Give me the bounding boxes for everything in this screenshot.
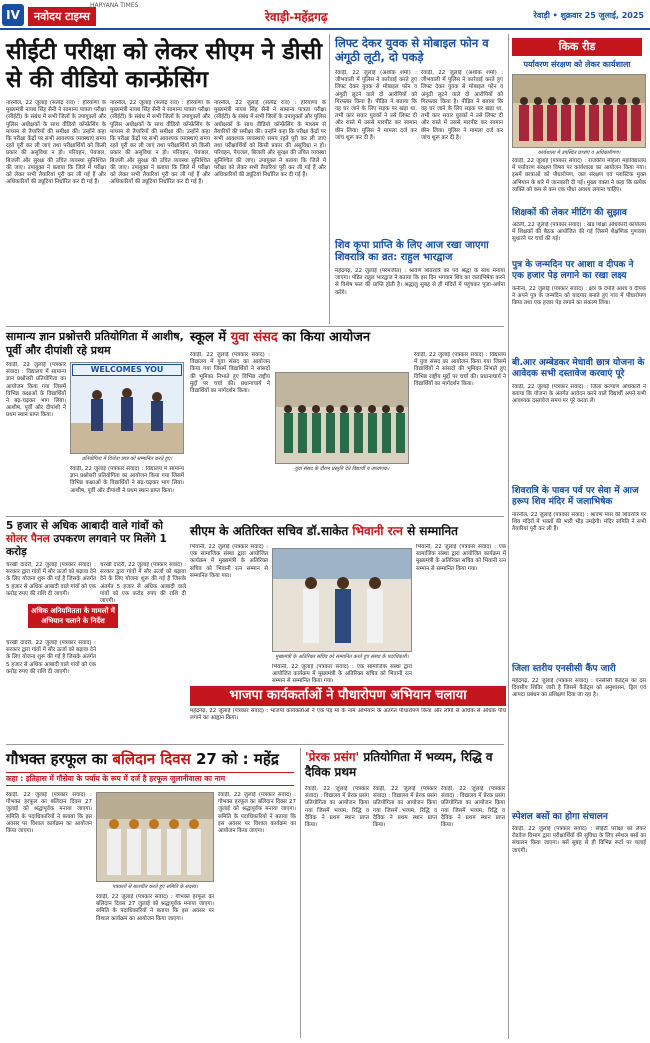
gaurav-photo-image bbox=[97, 793, 214, 882]
masthead bbox=[0, 0, 650, 30]
father-body: कनीना, 22 जुलाई (पत्रकार संवाद) : क्षेत्र के दंपति आशा व दीपक ने अपने पुत्र के जन्मदिन को यादगार बनाते हुए गांव में पौधारोपण किया तथा एक हजार पेड़ लगाने का संकल्प लिया। bbox=[512, 286, 646, 307]
solar-alert-box: अधिक अनियमितता के मामलों में अभियान चलाने के निर्देश bbox=[28, 604, 118, 628]
bus-headline: स्पेशल बसों का होगा संचालन bbox=[512, 812, 608, 822]
lead-body-col1: नारनौल, 22 जुलाई (सत्येंद्र राव) : हरियाणा के मुख्यमंत्री नायब सिंह सैनी ने सामान्य पात्रता परीक्षा (सीईटी) के संबंध में सभी जिलों के उपायुक्तों और पुलिस अधीक्षकों के साथ वीडियो कॉन्फ्रेंसिंग के माध्यम से तैयारियों की समीक्षा की। उन्होंने कहा कि परीक्षा केंद्रों पर सभी आवश्यक व्यवस्थाएं समय रहते पूरी कर ली जाएं तथा परीक्षार्थियों को किसी प्रकार की असुविधा न हो। परिवहन, पेयजल, बिजली और सुरक्षा की उचित व्यवस्था सुनिश्चित की जाए। उपायुक्त ने बताया कि जिले में परीक्षा को लेकर सभी तैयारियां पूरी कर ली गई हैं और अधिकारियों की ड्यूटियां निर्धारित कर दी गई हैं। bbox=[6, 100, 106, 186]
ncc-body: महेंद्रगढ़, 22 जुलाई (पत्रकार संवाद) : एनसीसी कैडेट्स का दस दिवसीय शिविर जारी है जिसमें कैडेट्स को अनुशासन, ड्रिल एवं आपदा प्रबंधन का प्रशिक्षण दिया जा रहा है। bbox=[512, 678, 646, 699]
column-divider bbox=[329, 34, 330, 324]
prerak-body-col1: रेवाड़ी, 22 जुलाई (पत्रकार संवाद) : विद्यालय में प्रेरक प्रसंग प्रतियोगिता का आयोजन किया गया जिसमें भव्यम, रिद्धि व दैविक ने प्रथम स्थान प्राप्त किया। bbox=[305, 786, 369, 829]
quiz-body-col2: रेवाड़ी, 22 जुलाई (पत्रकार संवाद) : विद्यालय में सामान्य ज्ञान प्रश्नोत्तरी प्रतियोगिता का आयोजन किया गया जिसमें विभिन्न कक्षाओं के विद्यार्थियों ने बढ़-चढ़कर भाग लिया। आशीष, पूर्वी और दीपांशी ने प्रथम स्थान प्राप्त किया। bbox=[70, 466, 184, 494]
gaurav-caption: पत्रकारों से बातचीत करते हुए समिति के सदस्य। bbox=[112, 884, 198, 890]
prerak-headline: 'प्रेरक प्रसंग' प्रतियोगिता में भव्यम, रिद्धि व दैविक प्रथम bbox=[305, 750, 493, 779]
ncc-headline: जिला स्तरीय एनसीसी कैंप जारी bbox=[512, 664, 616, 674]
quiz-headline: सामान्य ज्ञान प्रश्नोत्तरी प्रतियोगिता में आशीष, पूर्वी और दीपांशी रहे प्रथम bbox=[6, 330, 184, 357]
teachers-body: अटेली, 22 जुलाई (पत्रकार संवाद) : खंड शिक्षा अधिकारी कार्यालय में शिक्षकों की बैठक आयोजित की गई जिसमें शैक्षणिक गुणवत्ता सुधारने पर चर्चा की गई। bbox=[512, 222, 646, 243]
bjp-headline-bar: भाजपा कार्यकर्ताओं ने पौधारोपण अभियान चलाया bbox=[190, 686, 506, 706]
solar-body-col3: चरखी दादरी, 22 जुलाई (पत्रकार संवाद) : सरकार द्वारा गांवों में सौर ऊर्जा को बढ़ावा देने के लिए योजना शुरू की गई है जिसके अंतर्गत 5 हजार से अधिक आबादी वाले गांवों को एक करोड़ रुपए की राशि दी जाएगी। bbox=[100, 562, 186, 605]
kick-reed-label: किक रीड bbox=[512, 38, 642, 56]
row-divider bbox=[6, 516, 504, 517]
parliament-caption: युवा संसद के दौरान प्रस्तुति देते विद्यार्थी व अध्यापक। bbox=[294, 466, 390, 472]
ravi-headline: सीएम के अतिरिक्त सचिव डॉ.साकेत भिवानी रत्न से सम्मानित bbox=[190, 524, 459, 538]
ravi-body-col1: भिवानी, 22 जुलाई (पत्रकार संवाद) : एक सामाजिक संस्था द्वारा आयोजित कार्यक्रम में मुख्यमंत्री के अतिरिक्त सचिव को भिवानी रत्न सम्मान से सम्मानित किया गया। bbox=[190, 544, 268, 579]
ravi-caption: मुख्यमंत्री के अतिरिक्त सचिव को सम्मानित करते हुए संस्था के पदाधिकारी। bbox=[275, 654, 409, 660]
parliament-headline: स्कूल में युवा संसद का किया आयोजन bbox=[190, 330, 371, 345]
gaurav-body-col2: रेवाड़ी, 22 जुलाई (पत्रकार संवाद) : गौभक्त हरफूल का बलिदान दिवस 27 जुलाई को श्रद्धापूर्वक मनाया जाएगा। समिति के पदाधिकारियों ने बताया कि इस अवसर पर विशाल कार्यक्रम का आयोजन किया जाएगा। bbox=[96, 894, 214, 922]
solar-body-col2: चरखी दादरी, 22 जुलाई (पत्रकार संवाद) : सरकार द्वारा गांवों में सौर ऊर्जा को बढ़ावा देने के लिए योजना शुरू की गई है जिसके अंतर्गत 5 हजार से अधिक आबादी वाले गांवों को एक करोड़ रुपए की राशि दी जाएगी। bbox=[6, 640, 96, 675]
shiv-body: महेंद्रगढ़, 22 जुलाई (परमजीत) : श्रावण शिवरात्रि का पर्व श्रद्धा के साथ मनाया जाएगा। पंडित राहुल भारद्वाज ने बताया कि इस दिन भगवान शिव का जलाभिषेक करने से विशेष फल की प्राप्ति होती है। श्रद्धालु सुबह से ही मंदिरों में पहुंचकर पूजा-अर्चना करेंगे। bbox=[335, 268, 505, 296]
group-photo-image bbox=[513, 75, 646, 148]
column-divider bbox=[300, 748, 301, 1038]
ravi-photo bbox=[272, 548, 412, 652]
column-divider bbox=[508, 34, 509, 1039]
ravi-body-col3: भिवानी, 22 जुलाई (पत्रकार संवाद) : एक सामाजिक संस्था द्वारा आयोजित कार्यक्रम में मुख्यमंत्री के अतिरिक्त सचिव को भिवानी रत्न सम्मान से सम्मानित किया गया। bbox=[272, 664, 412, 684]
parliament-photo-image bbox=[276, 373, 409, 464]
ravi-photo-image bbox=[273, 549, 412, 652]
prerak-body-col2: रेवाड़ी, 22 जुलाई (पत्रकार संवाद) : विद्यालय में प्रेरक प्रसंग प्रतियोगिता का आयोजन किया गया जिसमें भव्यम, रिद्धि व दैविक ने प्रथम स्थान प्राप्त किया। bbox=[373, 786, 437, 829]
lift-body-col2: रेवाड़ी, 22 जुलाई (अशोक शर्मा) : जीभवाली में पुलिस ने कार्रवाई करते हुए लिफ्ट देकर युवक से मोबाइल फोन व अंगूठी लूटने वाले दो आरोपियों को गिरफ्तार किया है। पीड़ित ने बताया कि वह घर जाने के लिए सड़क पर खड़ा था, तभी कार सवार युवकों ने उसे लिफ्ट दी और रास्ते में उससे मारपीट कर सामान छीन लिया। पुलिस ने मामला दर्ज कर जांच शुरू कर दी है। bbox=[421, 70, 503, 141]
welcome-banner: WELCOMES YOU bbox=[72, 364, 182, 376]
lift-headline: लिफ्ट देकर युवक से मोबाइल फोन व अंगूठी लूटी, दो पकड़े bbox=[335, 36, 489, 64]
quiz-photo-image bbox=[71, 363, 184, 454]
gaurav-photo bbox=[96, 792, 214, 882]
parliament-body-col2: रेवाड़ी, 22 जुलाई (पत्रकार संवाद) : विद्यालय में युवा संसद का आयोजन किया गया जिसमें विद्यार्थियों ने सांसदों की भूमिका निभाते हुए विभिन्न राष्ट्रीय मुद्दों पर चर्चा की। प्रधानाचार्य ने विद्यार्थियों का मार्गदर्शन किया। bbox=[414, 352, 506, 387]
parliament-body-col1: रेवाड़ी, 22 जुलाई (पत्रकार संवाद) : विद्यालय में युवा संसद का आयोजन किया गया जिसमें विद्यार्थियों ने सांसदों की भूमिका निभाते हुए विभिन्न राष्ट्रीय मुद्दों पर चर्चा की। प्रधानाचार्य ने विद्यार्थियों का मार्गदर्शन किया। bbox=[190, 352, 270, 395]
scheme-headline: बी.आर अम्बेडकर मेधावी छात्र योजना के आवेदक सभी दस्तावेज करवाएं पूरे bbox=[512, 358, 645, 379]
shiv-headline: शिव कृपा प्राप्ति के लिए आज रखा जाएगा शिवरात्रि का व्रत: राहुल भारद्वाज bbox=[335, 240, 489, 263]
lift-body-col1: रेवाड़ी, 22 जुलाई (अशोक शर्मा) : जीभवाली में पुलिस ने कार्रवाई करते हुए लिफ्ट देकर युवक से मोबाइल फोन व अंगूठी लूटने वाले दो आरोपियों को गिरफ्तार किया है। पीड़ित ने बताया कि वह घर जाने के लिए सड़क पर खड़ा था, तभी कार सवार युवकों ने उसे लिफ्ट दी और रास्ते में उससे मारपीट कर सामान छीन लिया। पुलिस ने मामला दर्ज कर जांच शुरू कर दी है। bbox=[335, 70, 417, 141]
page-number: IV bbox=[2, 4, 24, 26]
quiz-body-col1: रेवाड़ी, 22 जुलाई (पत्रकार संवाद) : विद्यालय में सामान्य ज्ञान प्रश्नोत्तरी प्रतियोगिता का आयोजन किया गया जिसमें विभिन्न कक्षाओं के विद्यार्थियों ने बढ़-चढ़कर भाग लिया। आशीष, पूर्वी और दीपांशी ने प्रथम स्थान प्राप्त किया। bbox=[6, 362, 66, 419]
gaurav-strap: कहा : इतिहास में गौसेवा के पर्याय के रूप में दर्ज है हरफूल जुलानीवाला का नाम bbox=[6, 772, 294, 786]
father-headline: पुत्र के जन्मदिन पर आशा व दीपक ने एक हजार पेड़ लगाने का रखा लक्ष्य bbox=[512, 260, 634, 281]
gaurav-headline: गौभक्त हरफूल का बलिदान दिवस 27 को : महेंद्र bbox=[6, 750, 279, 768]
ravi-body-col2: भिवानी, 22 जुलाई (पत्रकार संवाद) : एक सामाजिक संस्था द्वारा आयोजित कार्यक्रम में मुख्यमंत्री के अतिरिक्त सचिव को भिवानी रत्न सम्मान से सम्मानित किया गया। bbox=[416, 544, 506, 572]
solar-body-col1: चरखी दादरी, 22 जुलाई (पत्रकार संवाद) : सरकार द्वारा गांवों में सौर ऊर्जा को बढ़ावा देने के लिए योजना शुरू की गई है जिसके अंतर्गत 5 हजार से अधिक आबादी वाले गांवों को एक करोड़ रुपए की राशि दी जाएगी। bbox=[6, 562, 96, 597]
quiz-caption: प्रतियोगिता में विजेता छात्र को सम्मानित करते हुए। bbox=[81, 456, 173, 462]
lead-body-col2: नारनौल, 22 जुलाई (सत्येंद्र राव) : हरियाणा के मुख्यमंत्री नायब सिंह सैनी ने सामान्य पात्रता परीक्षा (सीईटी) के संबंध में सभी जिलों के उपायुक्तों और पुलिस अधीक्षकों के साथ वीडियो कॉन्फ्रेंसिंग के माध्यम से तैयारियों की समीक्षा की। उन्होंने कहा कि परीक्षा केंद्रों पर सभी आवश्यक व्यवस्थाएं समय रहते पूरी कर ली जाएं तथा परीक्षार्थियों को किसी प्रकार की असुविधा न हो। परिवहन, पेयजल, बिजली और सुरक्षा की उचित व्यवस्था सुनिश्चित की जाए। उपायुक्त ने बताया कि जिले में परीक्षा को लेकर सभी तैयारियां पूरी कर ली गई हैं और अधिकारियों की ड्यूटियां निर्धारित कर दी गई हैं। bbox=[110, 100, 210, 186]
lead-headline: सीईटी परीक्षा को लेकर सीएम ने डीसी से की वीडियो कान्फ्रेंसिंग bbox=[6, 39, 323, 93]
bjp-body: महेंद्रगढ़, 22 जुलाई (पत्रकार संवाद) : भाजपा कार्यकर्ताओं ने एक पेड़ मां के नाम अभियान के अंतर्गत पौधारोपण किया और लोगों से अधिक से अधिक पौधे लगाने का आह्वान किया। bbox=[190, 708, 506, 722]
prerak-body-col3: रेवाड़ी, 22 जुलाई (पत्रकार संवाद) : विद्यालय में प्रेरक प्रसंग प्रतियोगिता का आयोजन किया गया जिसमें भव्यम, रिद्धि व दैविक ने प्रथम स्थान प्राप्त किया। bbox=[441, 786, 505, 829]
shivratri-body: नारनौल, 22 जुलाई (पत्रकार संवाद) : श्रावण मास की शिवरात्रि पर शिव मंदिरों में भक्तों की भारी भीड़ उमड़ेगी। मंदिर समिति ने सभी तैयारियां पूरी कर ली हैं। bbox=[512, 512, 646, 533]
solar-headline: 5 हजार से अधिक आबादी वाले गांवों को सोलर पैनल उपकरण लगवाने पर मिलेंगे 1 करोड़ bbox=[6, 520, 167, 558]
kick-reed-caption: कार्यशाला में उपस्थित छात्राएं व अधिकारीगण। bbox=[537, 150, 621, 156]
row-divider bbox=[6, 744, 504, 745]
section-title: रेवाड़ी-महेंद्रगढ़ bbox=[265, 10, 328, 24]
kick-reed-photo bbox=[512, 74, 646, 148]
shivratri-headline: शिवरात्रि के पावन पर्व पर सेवा में आज हरूप शिव मंदिर में जलाभिषेक bbox=[512, 486, 639, 507]
gaurav-body-col3: रेवाड़ी, 22 जुलाई (पत्रकार संवाद) : गौभक्त हरफूल का बलिदान दिवस 27 जुलाई को श्रद्धापूर्वक मनाया जाएगा। समिति के पदाधिकारियों ने बताया कि इस अवसर पर विशाल कार्यक्रम का आयोजन किया जाएगा। bbox=[218, 792, 296, 835]
lead-body-col3: नारनौल, 22 जुलाई (सत्येंद्र राव) : हरियाणा के मुख्यमंत्री नायब सिंह सैनी ने सामान्य पात्रता परीक्षा (सीईटी) के संबंध में सभी जिलों के उपायुक्तों और पुलिस अधीक्षकों के साथ वीडियो कॉन्फ्रेंसिंग के माध्यम से तैयारियों की समीक्षा की। उन्होंने कहा कि परीक्षा केंद्रों पर सभी आवश्यक व्यवस्थाएं समय रहते पूरी कर ली जाएं तथा परीक्षार्थियों को किसी प्रकार की असुविधा न हो। परिवहन, पेयजल, बिजली और सुरक्षा की उचित व्यवस्था सुनिश्चित की जाए। उपायुक्त ने बताया कि जिले में परीक्षा को लेकर सभी तैयारियां पूरी कर ली गई हैं और अधिकारियों की ड्यूटियां निर्धारित कर दी गई हैं। bbox=[214, 100, 326, 179]
brand-sub: HARYANA TIMES bbox=[90, 2, 139, 9]
scheme-body: रेवाड़ी, 22 जुलाई (पत्रकार संवाद) : जिला कल्याण अधिकारी ने बताया कि योजना के अंतर्गत आवेदन करने वाले विद्यार्थी अपने सभी आवश्यक दस्तावेज समय पर पूरे करवा लें। bbox=[512, 384, 646, 405]
teachers-headline: शिक्षकों की लेकर मीटिंग की सुझाव bbox=[512, 208, 627, 218]
parliament-photo bbox=[275, 372, 409, 464]
kick-reed-headline: पर्यावरण संरक्षण को लेकर कार्यशाला bbox=[523, 60, 631, 69]
bus-body: रेवाड़ी, 22 जुलाई (पत्रकार संवाद) : सीईटी परीक्षा को लेकर रोडवेज विभाग द्वारा परीक्षार्थियों की सुविधा के लिए स्पेशल बसों का संचालन किया जाएगा। बसें सुबह से ही विभिन्न रूटों पर चलाई जाएंगी। bbox=[512, 826, 646, 854]
brand-logo: नवोदय टाइम्स bbox=[28, 7, 96, 26]
kick-reed-body: रेवाड़ी, 22 जुलाई (पत्रकार संवाद) : राजकीय महिला महाविद्यालय में पर्यावरण संरक्षण विषय पर कार्यशाला का आयोजन किया गया। इसमें छात्राओं को पौधारोपण, जल संरक्षण एवं प्लास्टिक मुक्त अभियान के बारे में जानकारी दी गई। मुख्य वक्ता ने कहा कि प्रत्येक व्यक्ति को कम से कम एक पौधा अवश्य लगाना चाहिए। bbox=[512, 158, 646, 193]
row-divider bbox=[6, 326, 504, 327]
edition-date: रेवाड़ी • शुक्रवार 25 जुलाई, 2025 bbox=[533, 11, 644, 20]
gaurav-body-col1: रेवाड़ी, 22 जुलाई (पत्रकार संवाद) : गौभक्त हरफूल का बलिदान दिवस 27 जुलाई को श्रद्धापूर्वक मनाया जाएगा। समिति के पदाधिकारियों ने बताया कि इस अवसर पर विशाल कार्यक्रम का आयोजन किया जाएगा। bbox=[6, 792, 92, 835]
